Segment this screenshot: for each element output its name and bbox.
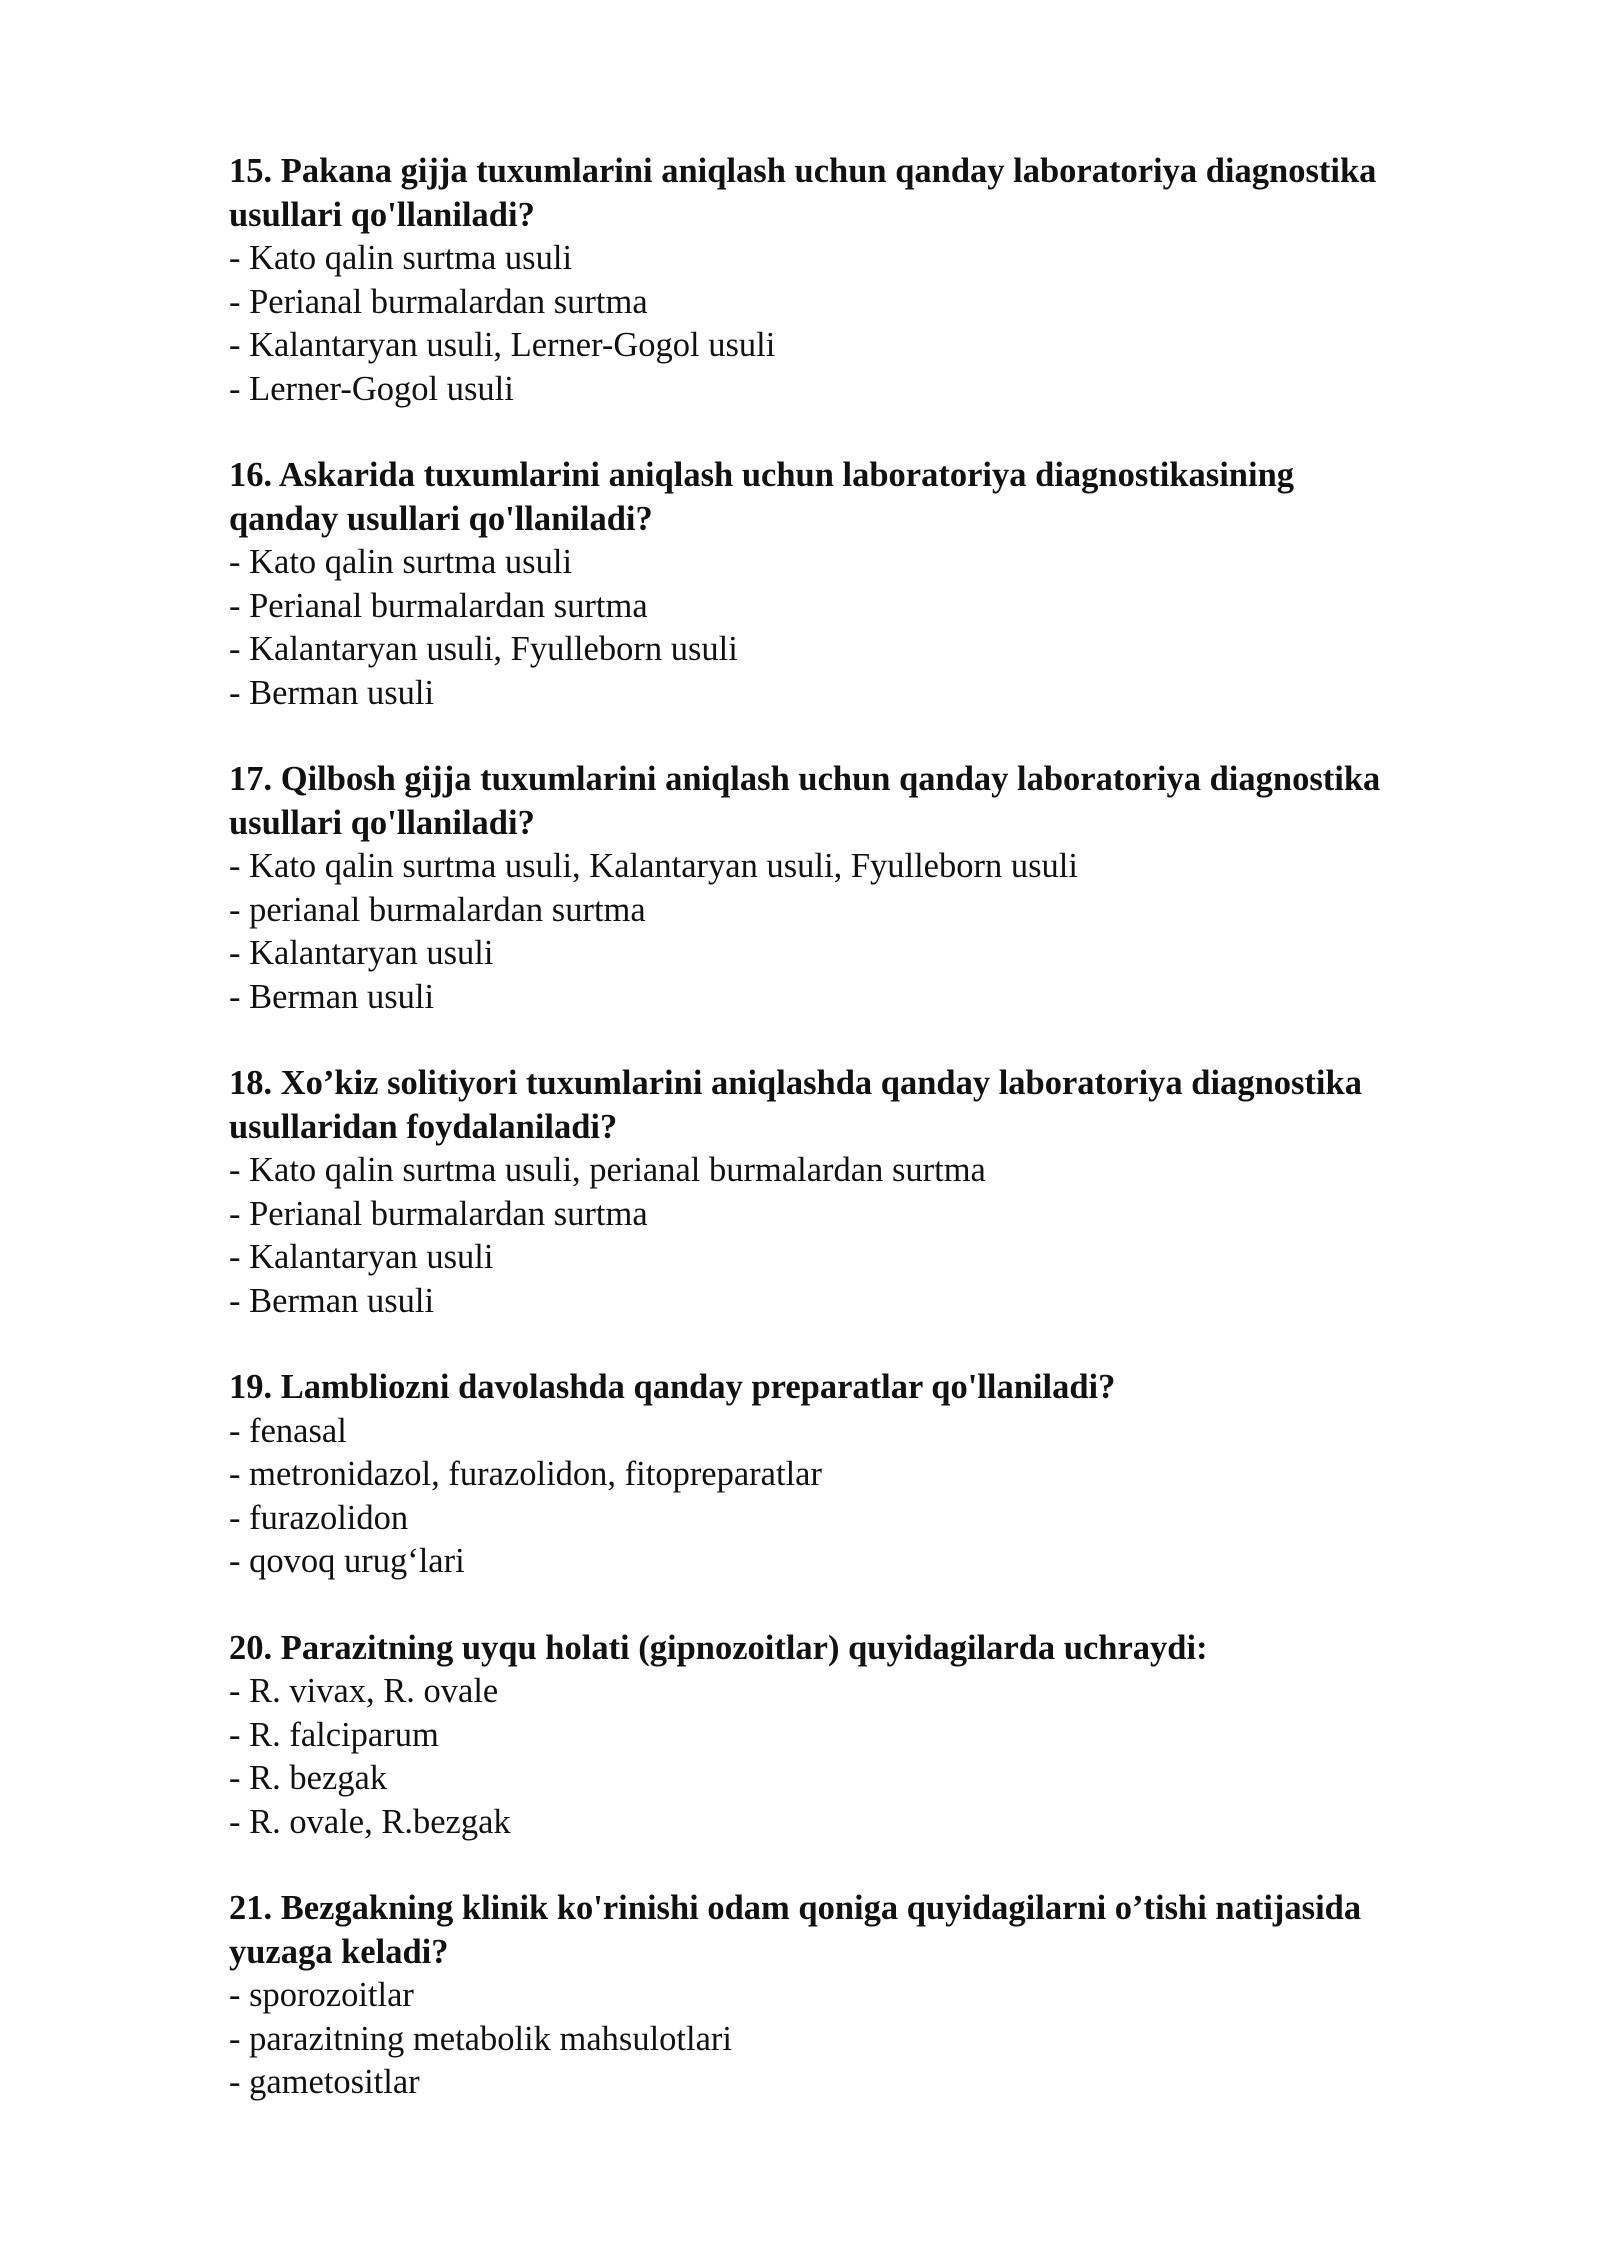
answer-option: - parazitning metabolik mahsulotlari [229, 2019, 732, 2058]
question-title-line: 19. Lambliozni davolashda qanday preparatlar qo'llaniladi? [229, 1368, 1116, 1406]
question-title-line: 20. Parazitning uyqu holati (gipnozoitlar) quyidagilarda uchraydi: [229, 1628, 1208, 1667]
question-title-line: qanday usullari qo'llaniladi? [229, 499, 653, 538]
answer-option: - Perianal burmalardan surtma [229, 282, 648, 321]
answer-option: - Berman usuli [229, 977, 435, 1016]
answer-list [229, 1410, 1529, 1584]
answer-option: - fenasal [229, 1411, 347, 1450]
question-title-line: usullari qo'llaniladi? [229, 195, 535, 234]
question-18 [229, 1062, 1529, 1323]
question-title-line: 17. Qilbosh gijja tuxumlarini aniqlash uchun qanday laboratoriya diagnostika [229, 760, 1381, 798]
answer-option: - sporozoitlar [229, 1976, 414, 2014]
question-19 [229, 1366, 1529, 1584]
answer-list [229, 1974, 1529, 2105]
question-title [229, 1366, 1529, 1410]
answer-option: - perianal burmalardan surtma [229, 890, 646, 929]
answer-option: - Kato qalin surtma usuli, perianal burmalardan surtma [229, 1151, 986, 1189]
question-title-line: 21. Bezgakning klinik ko'rinishi odam qoniga quyidagilarni o’tishi natijasida [229, 1889, 1362, 1927]
answer-option: - Perianal burmalardan surtma [229, 586, 648, 625]
answer-option: - Kalantaryan usuli, Lerner-Gogol usuli [229, 326, 776, 364]
question-title [229, 758, 1529, 845]
question-title-line: yuzaga keladi? [229, 1932, 449, 1971]
answer-option: - R. bezgak [229, 1759, 388, 1797]
question-title [229, 150, 1529, 237]
question-title [229, 1627, 1529, 1671]
answer-option: - Kalantaryan usuli [229, 934, 494, 972]
question-15 [229, 150, 1529, 411]
question-title-line: usullari qo'llaniladi? [229, 803, 535, 842]
answer-list [229, 845, 1529, 1019]
question-title-line: 18. Xo’kiz solitiyori tuxumlarini aniqlashda qanday laboratoriya diagnostika [229, 1064, 1362, 1102]
answer-option: - Kato qalin surtma usuli [229, 543, 573, 581]
answer-list [229, 237, 1529, 411]
question-16 [229, 454, 1529, 715]
answer-option: - metronidazol, furazolidon, fitopreparatlar [229, 1455, 822, 1493]
question-title [229, 1887, 1529, 1974]
answer-option: - Kato qalin surtma usuli, Kalantaryan usuli, Fyulleborn usuli [229, 847, 1078, 885]
answer-option: - Perianal burmalardan surtma [229, 1194, 648, 1233]
answer-option: - Kalantaryan usuli, Fyulleborn usuli [229, 630, 738, 668]
question-title [229, 1062, 1529, 1149]
question-title-line: 16. Askarida tuxumlarini aniqlash uchun laboratoriya diagnostikasining [229, 456, 1295, 494]
answer-option: - R. falciparum [229, 1715, 439, 1754]
answer-option: - furazolidon [229, 1498, 409, 1537]
answer-option: - R. ovale, R.bezgak [229, 1802, 511, 1841]
question-17 [229, 758, 1529, 1019]
question-title [229, 454, 1529, 541]
answer-option: - Kato qalin surtma usuli [229, 239, 573, 277]
answer-option: - R. vivax, R. ovale [229, 1672, 499, 1710]
answer-option: - Lerner-Gogol usuli [229, 369, 514, 408]
answer-list [229, 1149, 1529, 1323]
answer-option: - Berman usuli [229, 1281, 435, 1320]
question-21 [229, 1887, 1529, 2105]
answer-option: - Berman usuli [229, 673, 435, 712]
question-title-line: usullaridan foydalaniladi? [229, 1107, 618, 1146]
answer-option: - gametositlar [229, 2063, 420, 2101]
answer-list [229, 1670, 1529, 1844]
document-page [229, 150, 1529, 2148]
question-title-line: 15. Pakana gijja tuxumlarini aniqlash uchun qanday laboratoriya diagnostika [229, 152, 1377, 190]
question-20 [229, 1627, 1529, 1845]
answer-option: - Kalantaryan usuli [229, 1238, 494, 1276]
answer-list [229, 541, 1529, 715]
answer-option: - qovoq urug‘lari [229, 1542, 465, 1580]
